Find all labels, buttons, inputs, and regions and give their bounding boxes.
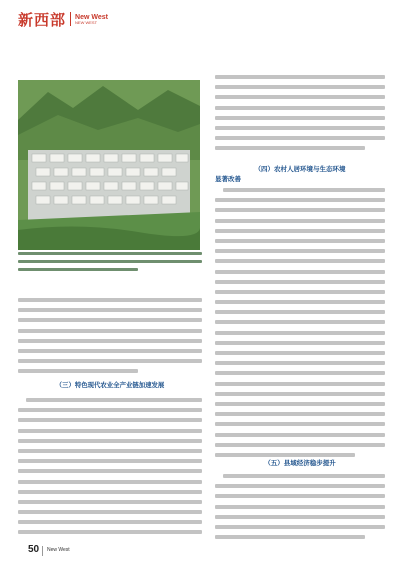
section-heading-3: （三）特色现代农业全产业链加速发展 (55, 381, 165, 389)
magazine-logo: 新西部 (18, 10, 67, 29)
masthead (18, 8, 108, 30)
footer-magazine-title: New West (47, 547, 70, 553)
photo-caption (18, 252, 202, 271)
footer-divider (42, 546, 43, 556)
logo-divider (70, 12, 71, 26)
section-heading-4-line-1: （四）农村人居环境与生态环境 (254, 165, 346, 173)
right-column-paragraph-2 (215, 188, 385, 457)
right-column-paragraph-1 (215, 75, 385, 150)
page-number: 50 (28, 544, 40, 555)
logo-english-sub: NEW WEST (75, 19, 98, 25)
logo-english (75, 14, 108, 25)
section-heading-5: （五）县域经济稳步提升 (264, 459, 336, 467)
left-column-paragraph-1 (18, 298, 202, 373)
section-heading-4 (215, 164, 385, 184)
left-column-paragraph-2 (18, 398, 202, 534)
logo-english-title: New West (75, 13, 108, 21)
section-heading-4-line-2: 显著改善 (215, 175, 241, 183)
right-column-paragraph-3 (215, 474, 385, 539)
village-photo (18, 80, 200, 250)
